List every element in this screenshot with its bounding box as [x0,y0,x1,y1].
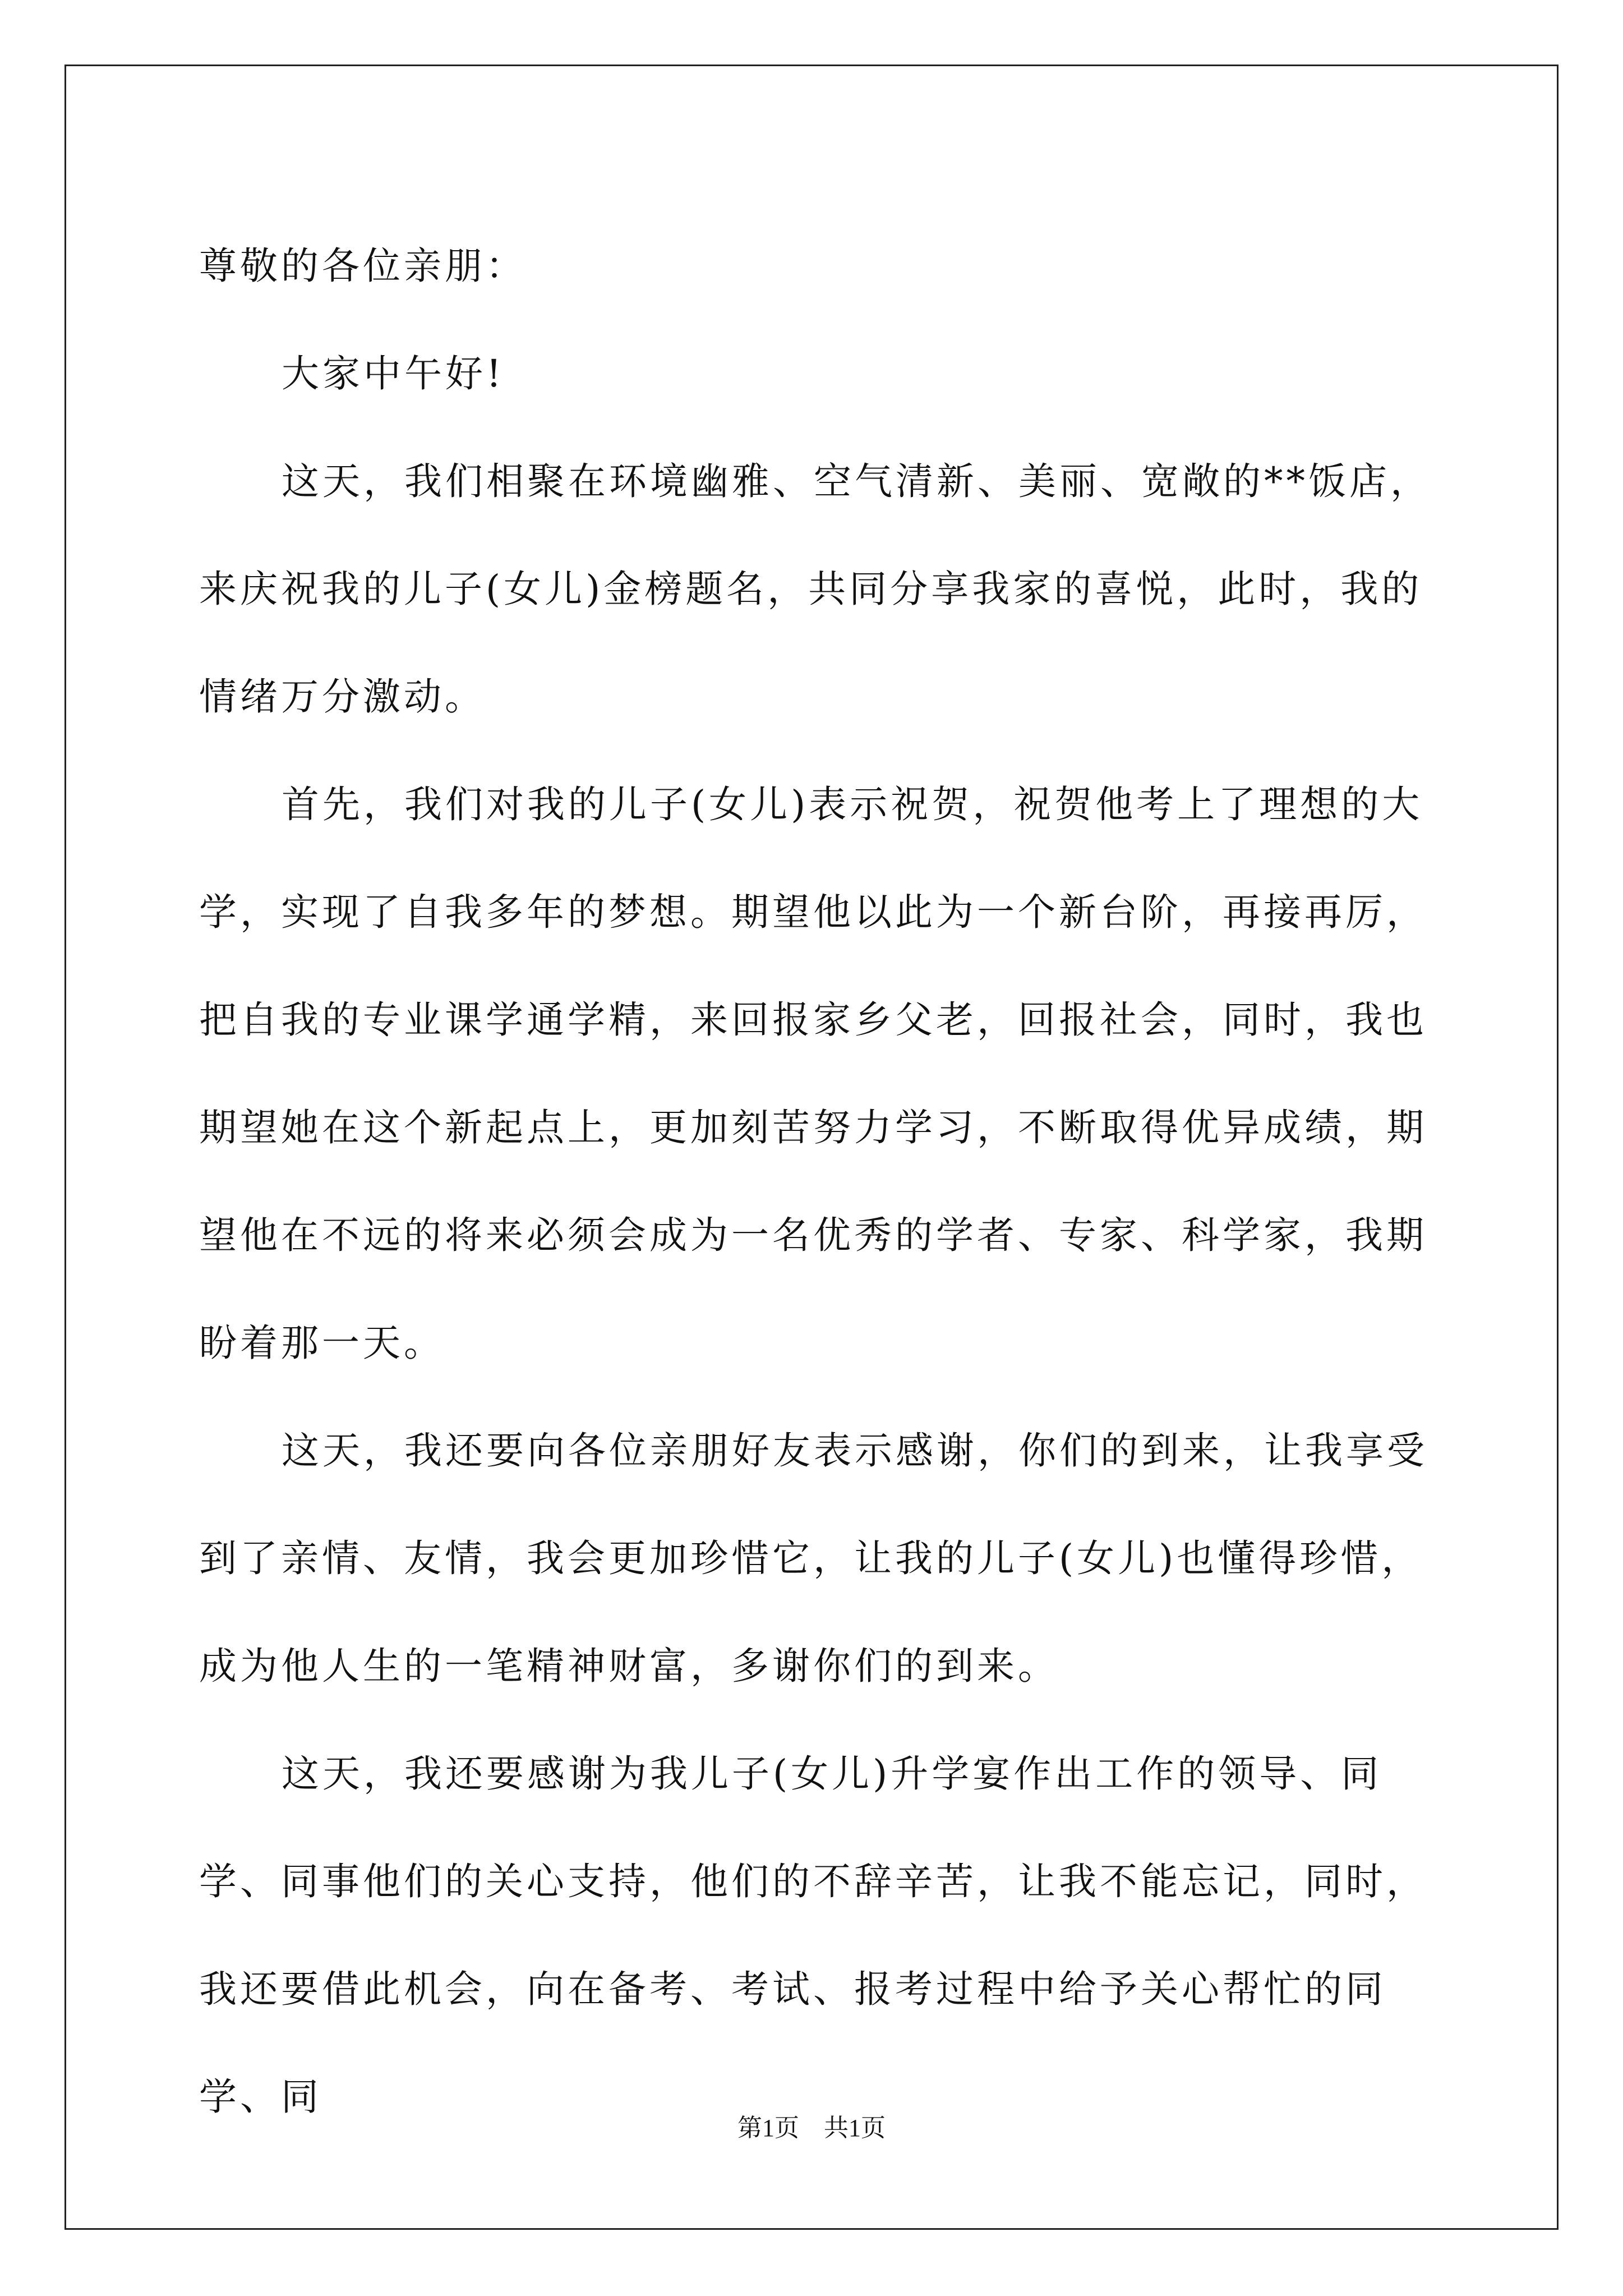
salutation: 尊敬的各位亲朋： [199,244,527,288]
document-body [199,212,1438,2151]
page-number: 第1页 共1页 [737,2114,886,2142]
paragraph-thanks-helpers: 这天，我还要感谢为我儿子(女儿)升学宴作出工作的领导、同学、同事他们的关心支持，他们的不辞辛苦，让我不能忘记，同时，我还要借此机会，向在备考、考试、报考过程中给予关心帮忙的同学、同 [199,1752,1427,2119]
paragraph-thanks-guests: 这天，我还要向各位亲朋好友表示感谢，你们的到来，让我享受到了亲情、友情，我会更加珍惜它，让我的儿子(女儿)也懂得珍惜，成为他人生的一笔精神财富，多谢你们的到来。 [199,1429,1428,1688]
paragraph-greeting: 大家中午好! [282,352,505,395]
paragraph-congratulations: 首先，我们对我的儿子(女儿)表示祝贺，祝贺他考上了理想的大学，实现了自我多年的梦想。期望他以此为一个新台阶，再接再厉，把自我的专业课学通学精，来回报家乡父老，回报社会，同时，我也期望她在这个新起点上，更加刻苦努力学习，不断取得优异成绩，期望他在不远的将来必须会成为一名优秀的学者、专家、科学家，我期盼着那一天。 [199,783,1427,1365]
paragraph-gathering: 这天，我们相聚在环境幽雅、空气清新、美丽、宽敞的**饭店，来庆祝我的儿子(女儿)金榜题名，共同分享我家的喜悦，此时，我的情绪万分激动。 [199,459,1431,719]
